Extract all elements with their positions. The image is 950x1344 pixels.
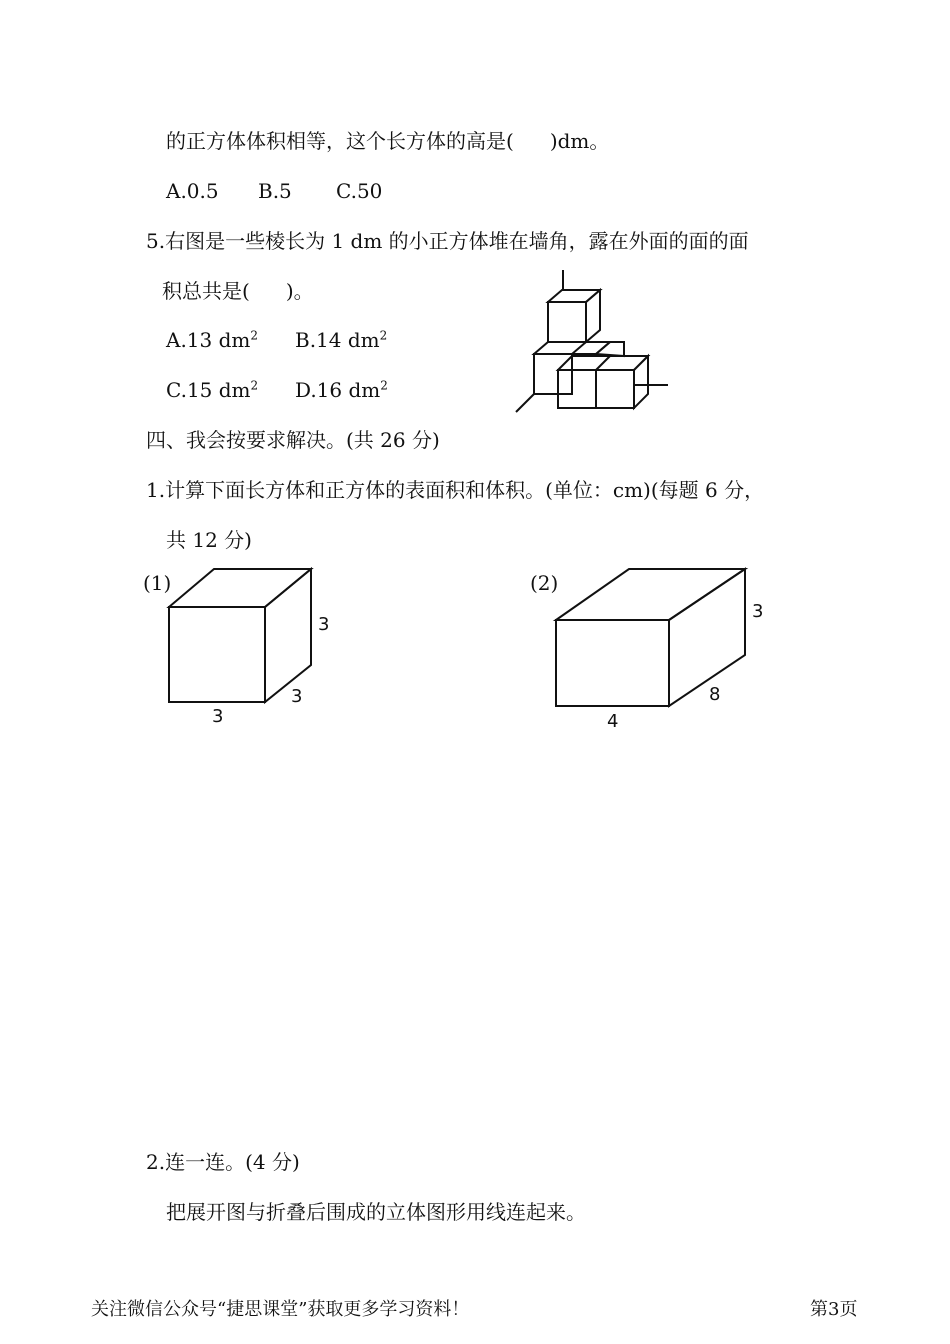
figure-1-label: (1) (143, 571, 172, 595)
q4-stem-line (166, 129, 609, 153)
front-row-top (558, 356, 648, 370)
q5-stem-text: 积总共是( (162, 279, 250, 303)
front-row-side (634, 356, 648, 408)
cuboid-height-label: 3 (752, 601, 764, 622)
cuboid-side-face (669, 569, 745, 706)
cuboid-top-face (556, 569, 745, 620)
figure-2-label: (2) (530, 571, 559, 595)
q5-option-b-text: B.14 dm (295, 328, 380, 352)
top-cube-top (548, 290, 600, 302)
superscript: 2 (379, 328, 388, 343)
front-cube-right (596, 370, 634, 408)
superscript: 2 (250, 328, 259, 343)
cube-top-face (169, 569, 311, 607)
q4-stem-end: )dm。 (549, 129, 610, 153)
edge-line (596, 356, 610, 370)
edge-line (572, 342, 586, 354)
top-cube-front (548, 302, 586, 342)
q4-option-c: C.50 (336, 179, 383, 203)
front-cube-left (558, 370, 596, 408)
q5-option-a (166, 328, 258, 352)
p1-stem-line2: 共 12 分) (166, 528, 252, 552)
right-top-face (596, 342, 624, 356)
cube-depth-label: 3 (291, 686, 303, 707)
page-number: 第3页 (810, 1299, 858, 1320)
p2-instruction: 把展开图与折叠后围成的立体图形用线连起来。 (166, 1200, 586, 1224)
q5-stem-line2 (162, 279, 314, 303)
cuboid-depth-label: 8 (709, 684, 721, 705)
top-cube-side (586, 290, 600, 342)
footer-promo: 关注微信公众号“捷思课堂”获取更多学习资料！ (91, 1299, 470, 1320)
cube-side-face (265, 569, 311, 702)
q5-option-a-text: A.13 dm (166, 328, 251, 352)
section-4-title: 四、我会按要求解决。(共 26 分) (146, 428, 440, 452)
p1-stem-line1: 1.计算下面长方体和正方体的表面积和体积。(单位：cm)(每题 6 分， (146, 478, 765, 502)
superscript: 2 (250, 378, 259, 393)
p2-title: 2.连一连。(4 分) (146, 1150, 300, 1174)
superscript: 2 (380, 378, 388, 393)
cuboid-width-label: 4 (607, 711, 619, 732)
bottom-row-top (534, 342, 610, 354)
q5-option-d-text: D.16 dm (295, 378, 381, 402)
q4-stem-text: 的正方体体积相等，这个长方体的高是( (166, 129, 514, 153)
cuboid-front-face (556, 620, 669, 706)
q5-option-d (295, 378, 388, 402)
cube-front-face (169, 607, 265, 702)
cube-height-label: 3 (318, 614, 330, 635)
q4-option-b: B.5 (258, 179, 292, 203)
bottom-cube-left-front (534, 354, 572, 394)
q5-option-c-text: C.15 dm (166, 378, 251, 402)
q5-option-b (295, 328, 387, 352)
q5-stem-end: )。 (285, 279, 314, 303)
corner-floor-line (516, 394, 534, 412)
q5-stem-line1: 5.右图是一些棱长为 1 dm 的小正方体堆在墙角，露在外面的面的面 (146, 229, 749, 253)
q5-option-c (166, 378, 258, 402)
q4-option-a: A.0.5 (166, 179, 219, 203)
cube-width-label: 3 (212, 706, 224, 727)
